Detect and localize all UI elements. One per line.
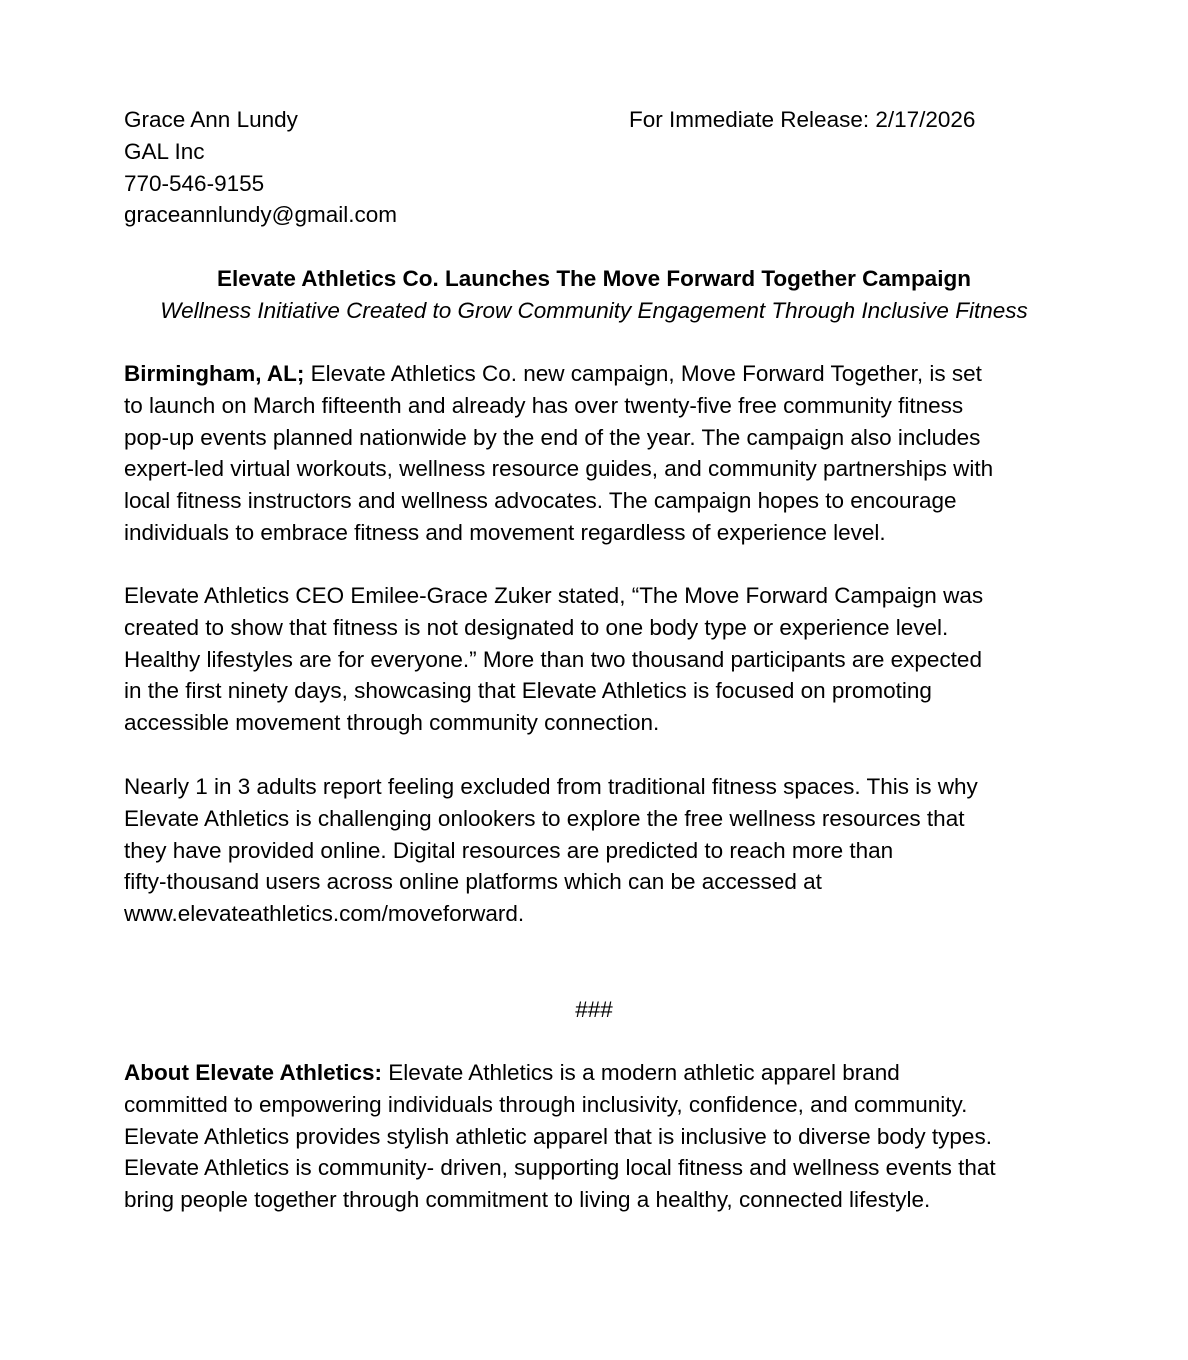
paragraph-line: Healthy lifestyles are for everyone.” More than two thousand participants are expected bbox=[124, 646, 982, 672]
contact-block bbox=[124, 104, 397, 231]
paragraph-line: pop-up events planned nationwide by the end of the year. The campaign also includes bbox=[124, 424, 981, 450]
paragraph-line: expert-led virtual workouts, wellness resource guides, and community partnerships with bbox=[124, 456, 994, 482]
paragraph-about bbox=[124, 1057, 1064, 1216]
contact-company: GAL Inc bbox=[124, 138, 205, 164]
contact-name: Grace Ann Lundy bbox=[124, 107, 298, 132]
paragraph-line: fifty-thousand users across online platforms which can be accessed at bbox=[124, 869, 822, 895]
paragraph-line: Nearly 1 in 3 adults report feeling excluded from traditional fitness spaces. This is why bbox=[124, 774, 978, 799]
headline-block bbox=[124, 263, 1064, 327]
paragraph-line-text: Elevate Athletics is a modern athletic apparel brand bbox=[381, 1060, 900, 1085]
paragraph-line: they have provided online. Digital resources are predicted to reach more than bbox=[124, 837, 894, 863]
paragraph-ceo-quote bbox=[124, 580, 1064, 739]
paragraph-resources bbox=[124, 771, 1064, 930]
end-mark: ### bbox=[575, 997, 613, 1022]
contact-email: graceannlundy@gmail.com bbox=[124, 202, 397, 228]
subheadline: Wellness Initiative Created to Grow Community Engagement Through Inclusive Fitness bbox=[160, 297, 1028, 323]
paragraph-line: individuals to embrace fitness and movement regardless of experience level. bbox=[124, 519, 886, 545]
paragraph-line: bring people together through commitment to living a healthy, connected lifestyle. bbox=[124, 1187, 931, 1213]
paragraph-line: in the first ninety days, showcasing that Elevate Athletics is focused on promoting bbox=[124, 678, 932, 704]
paragraph-line: www.elevateathletics.com/moveforward. bbox=[124, 901, 525, 927]
paragraph-line: to launch on March fifteenth and already has over twenty-five free community fitness bbox=[124, 392, 964, 418]
dateline: Birmingham, AL; bbox=[124, 361, 305, 386]
paragraph-line bbox=[124, 358, 1064, 390]
about-label: About Elevate Athletics: bbox=[124, 1060, 382, 1085]
paragraph-line: created to show that fitness is not designated to one body type or experience level. bbox=[124, 614, 949, 640]
release-date-line: For Immediate Release: 2/17/2026 bbox=[629, 107, 976, 132]
paragraph-line-text: Elevate Athletics Co. new campaign, Move Forward Together, is set bbox=[304, 361, 982, 386]
paragraph-line: committed to empowering individuals through inclusivity, confidence, and community. bbox=[124, 1091, 968, 1117]
paragraph-line: Elevate Athletics is community- driven, supporting local fitness and wellness events that bbox=[124, 1155, 996, 1181]
paragraph-line: Elevate Athletics provides stylish athletic apparel that is inclusive to diverse body types. bbox=[124, 1123, 992, 1149]
headline: Elevate Athletics Co. Launches The Move Forward Together Campaign bbox=[217, 266, 971, 291]
paragraph-line: local fitness instructors and wellness advocates. The campaign hopes to encourage bbox=[124, 488, 957, 514]
contact-phone: 770-546-9155 bbox=[124, 170, 265, 196]
paragraph-line: Elevate Athletics is challenging onlookers to explore the free wellness resources that bbox=[124, 805, 965, 831]
paragraph-intro bbox=[124, 358, 1064, 549]
paragraph-line bbox=[124, 1057, 1064, 1089]
paragraph-line: accessible movement through community connection. bbox=[124, 710, 660, 736]
paragraph-line: Elevate Athletics CEO Emilee-Grace Zuker stated, “The Move Forward Campaign was bbox=[124, 583, 984, 608]
